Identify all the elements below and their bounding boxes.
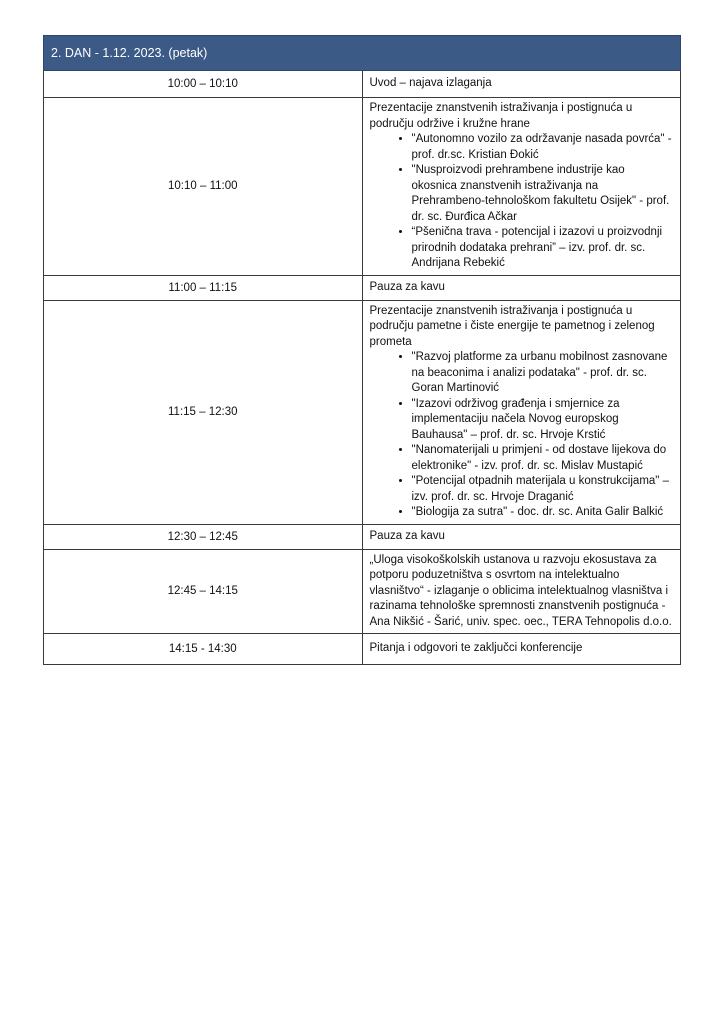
session-cell [362,300,681,524]
schedule-row [44,549,681,634]
talk-list [370,350,674,521]
schedule-row [44,71,681,98]
day-header: 2. DAN - 1.12. 2023. (petak) [44,36,681,71]
talk-item: • "Potencijal otpadnih materijala u konstrukcijama" – izv. prof. dr. sc. Hrvoje Draganić [412,474,674,505]
talk-item: • "Nusproizvodi prehrambene industrije kao okosnica znanstvenih istraživanja na Prehrambeno-tehnološkom fakultetu Osijek" - prof. dr. sc. Đurđica Ačkar [412,163,674,225]
time-cell: 12:45 – 14:15 [44,549,363,634]
time-cell: 10:10 – 11:00 [44,98,363,276]
day-header-row [44,36,681,71]
session-title: Prezentacije znanstvenih istraživanja i postignuća u području održive i kružne hrane [369,102,633,130]
schedule-row [44,524,681,549]
time-cell: 10:00 – 10:10 [44,71,363,98]
schedule-row [44,300,681,524]
talk-list [370,132,674,272]
session-title: Pauza za kavu [362,524,681,549]
schedule-table [43,35,681,665]
session-title: Pauza za kavu [362,275,681,300]
talk-item: • “Pšenična trava - potencijal i izazovi u proizvodnji prirodnih dodataka prehrani” – izv. prof. dr. sc. Andrijana Rebekić [412,225,674,272]
time-cell: 14:15 - 14:30 [44,634,363,665]
talk-item: • "Autonomno vozilo za održavanje nasada povrća" - prof. dr.sc. Kristian Đokić [412,132,674,163]
time-cell: 11:15 – 12:30 [44,300,363,524]
time-cell: 11:00 – 11:15 [44,275,363,300]
talk-item: • "Razvoj platforme za urbanu mobilnost zasnovane na beaconima i analizi podataka" - prof. dr. sc. Goran Martinović [412,350,674,397]
session-title: „Uloga visokoškolskih ustanova u razvoju ekosustava za potporu poduzetništva s osvrtom na intelektualno vlasništvo“ - izlaganje o oblicima intelektualnog vlasništva i razinama tehnološke spremnosti znanstvenih postignuća - Ana Nikšić - Šarić, univ. spec. oec., TERA Tehnopolis d.o.o. [362,549,681,634]
session-cell [362,98,681,276]
session-title: Prezentacije znanstvenih istraživanja i postignuća u području pametne i čiste energije te pametnog i zelenog prometa [369,304,655,348]
session-title: Uvod – najava izlaganja [362,71,681,98]
schedule-row [44,98,681,276]
time-cell: 12:30 – 12:45 [44,524,363,549]
talk-item: • "Biologija za sutra" - doc. dr. sc. Anita Galir Balkić [412,505,674,521]
schedule-row [44,634,681,665]
talk-item: • "Izazovi održivog građenja i smjernice za implementaciju načela Novog europskog Bauhausa" – prof. dr. sc. Hrvoje Krstić [412,397,674,444]
talk-item: • "Nanomaterijali u primjeni - od dostave lijekova do elektronike" - izv. prof. dr. sc. Mislav Mustapić [412,443,674,474]
schedule-row [44,275,681,300]
session-title: Pitanja i odgovori te zaključci konferencije [362,634,681,665]
